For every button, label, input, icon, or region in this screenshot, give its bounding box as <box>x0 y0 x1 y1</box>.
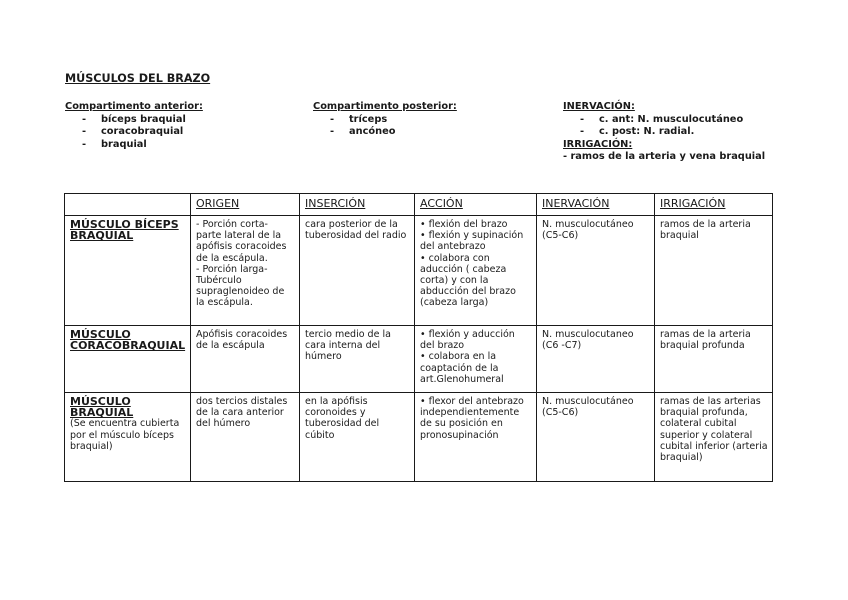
header-inervacion: INERVACIÓN <box>537 194 655 216</box>
innervation-irrigation-summary <box>563 101 765 164</box>
list-item: - c. ant: N. musculocutáneo <box>563 114 765 127</box>
cell-text: • flexión y aducción del brazo <box>420 329 515 352</box>
inervacion-cell <box>537 326 655 393</box>
table-header-row <box>65 194 773 216</box>
header-insercion: INSERCIÓN <box>300 194 415 216</box>
cell-text: ramos de la arteria braquial <box>660 219 751 242</box>
insercion-cell <box>300 216 415 326</box>
muscle-table <box>64 193 773 482</box>
insercion-cell <box>300 326 415 393</box>
posterior-heading: Compartimento posterior: <box>313 101 457 112</box>
accion-cell <box>415 393 537 482</box>
cell-text: N. musculocutáneo (C5-C6) <box>542 396 634 419</box>
cell-text: • colabora en la coaptación de la art.Glenohumeral <box>420 351 504 385</box>
table-row <box>65 326 773 393</box>
anterior-heading: Compartimento anterior: <box>65 101 203 112</box>
table-row <box>65 393 773 482</box>
muscle-name-cell <box>65 326 191 393</box>
list-item: - c. post: N. radial. <box>563 126 765 139</box>
inervacion-cell <box>537 216 655 326</box>
muscle-name: MÚSCULO CORACOBRAQUIAL <box>70 328 186 353</box>
irrigacion-cell <box>655 216 773 326</box>
list-item: - ancóneo <box>313 126 457 139</box>
accion-cell <box>415 326 537 393</box>
header-accion: ACCIÓN <box>415 194 537 216</box>
cell-text: ramas de las arterias braquial profunda, colateral cubital superior y colateral cubital inferior (arteria braquial) <box>660 396 768 464</box>
document-title: MÚSCULOS DEL BRAZO <box>65 72 211 85</box>
cell-text: en la apófisis coronoides y tuberosidad del cúbito <box>305 396 380 441</box>
cell-text: cara posterior de la tuberosidad del radio <box>305 219 407 242</box>
origen-cell <box>191 393 300 482</box>
cell-text: Apófisis coracoides de la escápula <box>196 329 288 352</box>
header-cell-empty <box>65 194 191 216</box>
cell-text: tercio medio de la cara interna del húmero <box>305 329 391 363</box>
list-item: - coracobraquial <box>65 126 203 139</box>
list-item: - bíceps braquial <box>65 114 203 127</box>
cell-text: • flexión del brazo <box>420 219 508 230</box>
muscle-note: (Se encuentra cubierta por el músculo bíceps braquial) <box>70 418 180 452</box>
irrigacion-cell <box>655 326 773 393</box>
origen-cell <box>191 216 300 326</box>
cell-text: - Porción corta- parte lateral de la apófisis coracoides de la escápula. <box>196 219 287 264</box>
irrigation-heading: IRRIGACIÓN: <box>563 138 633 150</box>
cell-text: - Porción larga- Tubérculo supraglenoideo de la escápula. <box>196 263 285 309</box>
irrigacion-cell <box>655 393 773 482</box>
list-item: - braquial <box>65 139 203 152</box>
muscle-name: MÚSCULO BÍCEPS BRAQUIAL <box>70 218 179 243</box>
anterior-compartment <box>65 101 203 151</box>
cell-text: • flexor del antebrazo independientemente de su posición en pronosupinación <box>420 396 524 441</box>
posterior-compartment <box>313 101 457 139</box>
cell-text: N. musculocutaneo (C6 -C7) <box>542 329 634 352</box>
innervation-heading: INERVACIÓN: <box>563 101 635 112</box>
accion-cell <box>415 216 537 326</box>
table-row <box>65 216 773 326</box>
inervacion-cell <box>537 393 655 482</box>
list-item: - tríceps <box>313 114 457 127</box>
cell-text: ramas de la arteria braquial profunda <box>660 329 751 352</box>
irrigation-text: - ramos de la arteria y vena braquial <box>563 151 766 163</box>
cell-text: • colabora con aducción ( cabeza corta) y con la abducción del brazo (cabeza larga) <box>420 252 516 309</box>
insercion-cell <box>300 393 415 482</box>
cell-text: dos tercios distales de la cara anterior del húmero <box>196 396 288 430</box>
muscle-name-cell <box>65 393 191 482</box>
cell-text: N. musculocutáneo (C5-C6) <box>542 219 634 242</box>
muscle-name-cell <box>65 216 191 326</box>
muscle-name: MÚSCULO BRAQUIAL <box>70 395 134 420</box>
origen-cell <box>191 326 300 393</box>
header-origen: ORIGEN <box>191 194 300 216</box>
cell-text: • flexión y supinación del antebrazo <box>420 230 524 253</box>
header-irrigacion: IRRIGACIÓN <box>655 194 773 216</box>
